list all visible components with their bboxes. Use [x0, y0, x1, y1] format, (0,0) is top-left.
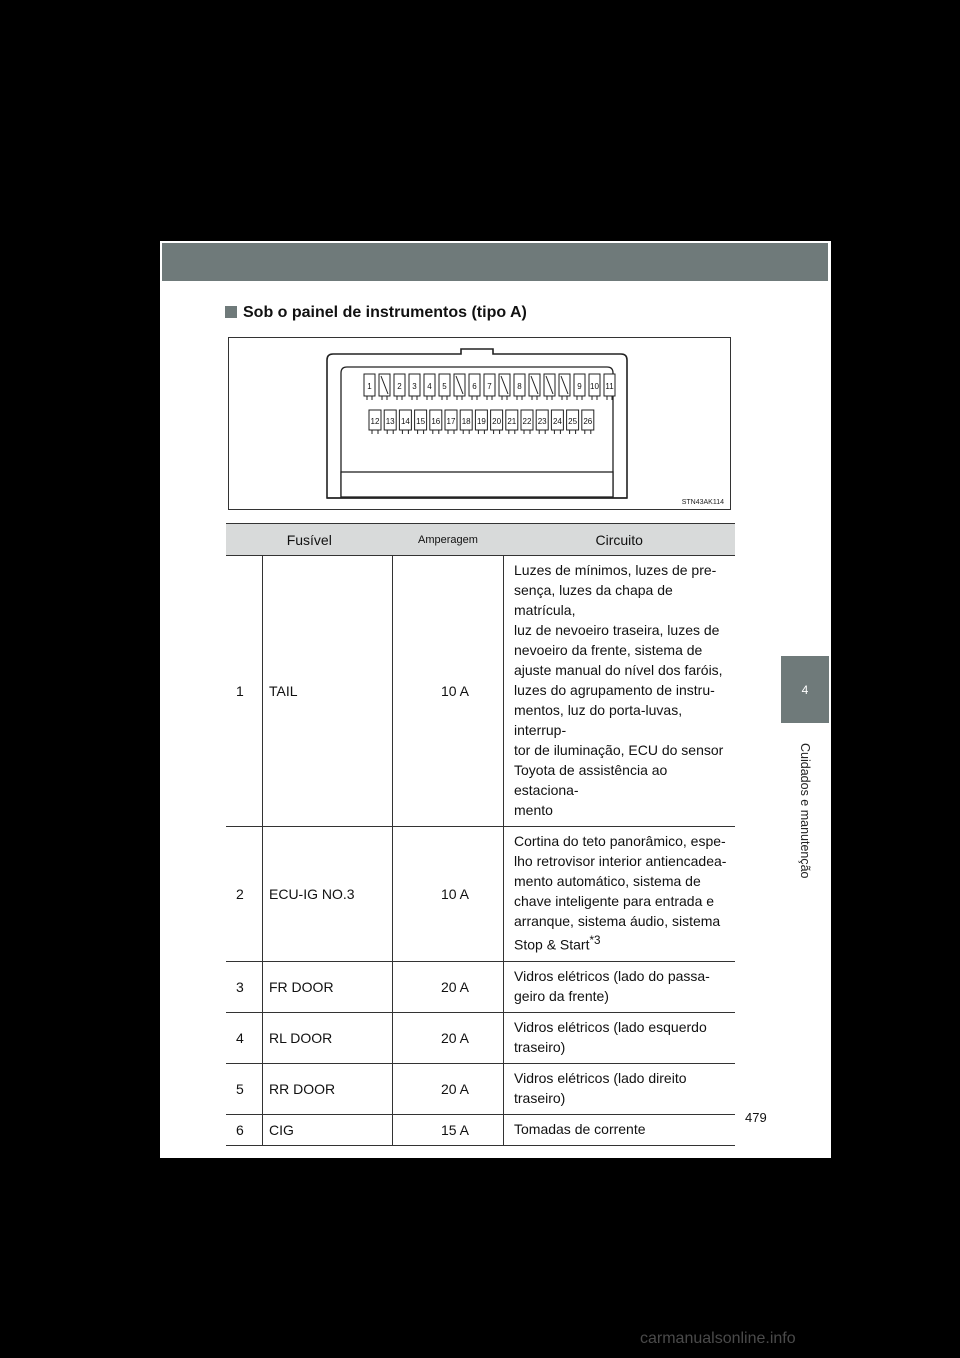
fuse-slot — [521, 410, 533, 434]
header-band — [162, 243, 828, 281]
fuse-circuit — [504, 1063, 736, 1114]
fuse-slot-label: 19 — [476, 417, 486, 426]
fuse-slot-label: 3 — [412, 382, 417, 391]
fuse-circuit — [504, 827, 736, 962]
fuse-slot — [475, 410, 487, 434]
fuse-slot-label: 12 — [370, 417, 380, 426]
empty-slot — [544, 374, 555, 400]
fuse-slot-label: 15 — [416, 417, 426, 426]
fuse-number: 1 — [226, 556, 263, 827]
fuse-slot — [484, 374, 495, 400]
empty-slot — [529, 374, 540, 400]
circuit-text: Vidros elétricos (lado esquerdo traseiro) — [514, 1018, 707, 1055]
chapter-title: Cuidados e manutenção — [798, 743, 812, 879]
chapter-number: 4 — [801, 682, 809, 697]
fuse-slot — [514, 374, 525, 400]
fuse-number: 2 — [226, 827, 263, 962]
circuit-text: Tomadas de corrente — [514, 1120, 646, 1137]
fuse-slot — [460, 410, 472, 434]
fuse-slot-label: 20 — [492, 417, 502, 426]
fuse-slot-label: 6 — [472, 382, 477, 391]
fuse-amperage: 20 A — [393, 961, 504, 1012]
fuse-circuit — [504, 1012, 736, 1063]
fuse-slot-label: 18 — [461, 417, 471, 426]
header-fuse: Fusível — [226, 524, 393, 556]
empty-slot — [499, 374, 510, 400]
fuse-slot-label: 24 — [552, 417, 562, 426]
fuse-slot-label: 16 — [431, 417, 441, 426]
fuse-box-base — [341, 472, 613, 497]
fuse-amperage: 20 A — [393, 1063, 504, 1114]
table-row — [226, 1012, 735, 1063]
fuse-table — [226, 523, 735, 1146]
fuse-amperage: 15 A — [393, 1114, 504, 1145]
fuse-name: RL DOOR — [263, 1012, 393, 1063]
section-title — [225, 304, 527, 322]
fuse-slot — [439, 374, 450, 400]
fuse-slot — [415, 410, 427, 434]
fuse-slot — [574, 374, 585, 400]
fuse-circuit — [504, 1114, 736, 1145]
fuse-slot-label: 14 — [400, 417, 410, 426]
table-row — [226, 1114, 735, 1145]
fuse-name: RR DOOR — [263, 1063, 393, 1114]
fuse-slot — [384, 410, 396, 434]
circuit-text: Vidros elétricos (lado direito traseiro) — [514, 1069, 687, 1106]
table-row — [226, 961, 735, 1012]
fuse-number: 3 — [226, 961, 263, 1012]
fuse-slot-label: 21 — [507, 417, 517, 426]
chapter-side-label — [782, 731, 828, 891]
figure-code: STN43AK114 — [681, 499, 724, 506]
fuse-name: ECU-IG NO.3 — [263, 827, 393, 962]
square-bullet-icon — [225, 306, 237, 318]
fuse-slot — [469, 374, 480, 400]
fuse-slot — [430, 410, 442, 434]
fuse-slot-label: 5 — [442, 382, 447, 391]
fuse-slot — [394, 374, 405, 400]
fuse-number: 5 — [226, 1063, 263, 1114]
fuse-slot — [369, 410, 381, 434]
header-circuit: Circuito — [504, 524, 736, 556]
fuse-circuit — [504, 556, 736, 827]
fuse-slot-label: 13 — [385, 417, 395, 426]
fuse-amperage: 20 A — [393, 1012, 504, 1063]
fuse-slot — [445, 410, 457, 434]
circuit-text: Vidros elétricos (lado do passa- geiro da frente) — [514, 967, 710, 1004]
fuse-name: TAIL — [263, 556, 393, 827]
section-title-text: Sob o painel de instrumentos (tipo A) — [243, 304, 527, 321]
fuse-amperage: 10 A — [393, 827, 504, 962]
empty-slot — [559, 374, 570, 400]
fuse-slot-label: 9 — [577, 382, 582, 391]
fuse-slot — [399, 410, 411, 434]
fuse-slot-label: 25 — [568, 417, 578, 426]
fuse-slot — [604, 374, 615, 400]
fuse-slot — [424, 374, 435, 400]
table-row — [226, 827, 735, 962]
fuse-slot — [506, 410, 518, 434]
fuse-slot-label: 4 — [427, 382, 432, 391]
fuse-circuit — [504, 961, 736, 1012]
fuse-slot-label: 26 — [583, 417, 593, 426]
table-row — [226, 1063, 735, 1114]
footnote-marker: *3 — [589, 934, 601, 947]
manual-page — [160, 241, 831, 1158]
fuse-number: 6 — [226, 1114, 263, 1145]
circuit-text: Cortina do teto panorâmico, espe- lho retrovisor interior antiencadea- mento automático, sistema de chave inteligente para entrada e arranque, sistema áudio, sistema Stop & Start — [514, 833, 727, 953]
fuse-number: 4 — [226, 1012, 263, 1063]
page-number: 479 — [745, 1110, 767, 1125]
fuse-slot-label: 23 — [537, 417, 547, 426]
fuse-name: FR DOOR — [263, 961, 393, 1012]
fuse-slot-label: 10 — [590, 382, 599, 391]
fuse-slot — [364, 374, 375, 400]
fuse-slot-label: 17 — [446, 417, 456, 426]
table-row — [226, 556, 735, 827]
fuse-slot-label: 8 — [517, 382, 522, 391]
fuse-name: CIG — [263, 1114, 393, 1145]
fuse-slot — [582, 410, 594, 434]
fuse-slot-label: 7 — [487, 382, 492, 391]
fuse-slot — [536, 410, 548, 434]
table-header-row — [226, 524, 735, 556]
circuit-text: Luzes de mínimos, luzes de pre- sença, luzes da chapa de matrícula, luz de nevoeiro traseira, luzes de nevoeiro da frente, sistema de ajuste manual do nível dos faróis, luzes do agrupamento de instru- mentos, luz do porta-luvas, interrup- tor de iluminação, ECU do sensor Toyota de assistência ao estaciona- mento — [514, 562, 724, 818]
chapter-tab — [781, 656, 829, 723]
fuse-amperage: 10 A — [393, 556, 504, 827]
fuse-slot-label: 1 — [367, 382, 372, 391]
fuse-slot — [551, 410, 563, 434]
fuse-slot-label: 22 — [522, 417, 532, 426]
fuse-slot — [589, 374, 600, 400]
fuse-slot — [491, 410, 503, 434]
fuse-box-diagram — [228, 337, 731, 510]
fuse-slot-label: 11 — [605, 382, 614, 391]
watermark: carmanualsonline.info — [640, 1330, 796, 1347]
header-amperage: Amperagem — [393, 524, 504, 556]
empty-slot — [454, 374, 465, 400]
fuse-box-drawing — [229, 338, 732, 511]
empty-slot — [379, 374, 390, 400]
fuse-slot — [567, 410, 579, 434]
fuse-slot — [409, 374, 420, 400]
fuse-slot-label: 2 — [397, 382, 402, 391]
